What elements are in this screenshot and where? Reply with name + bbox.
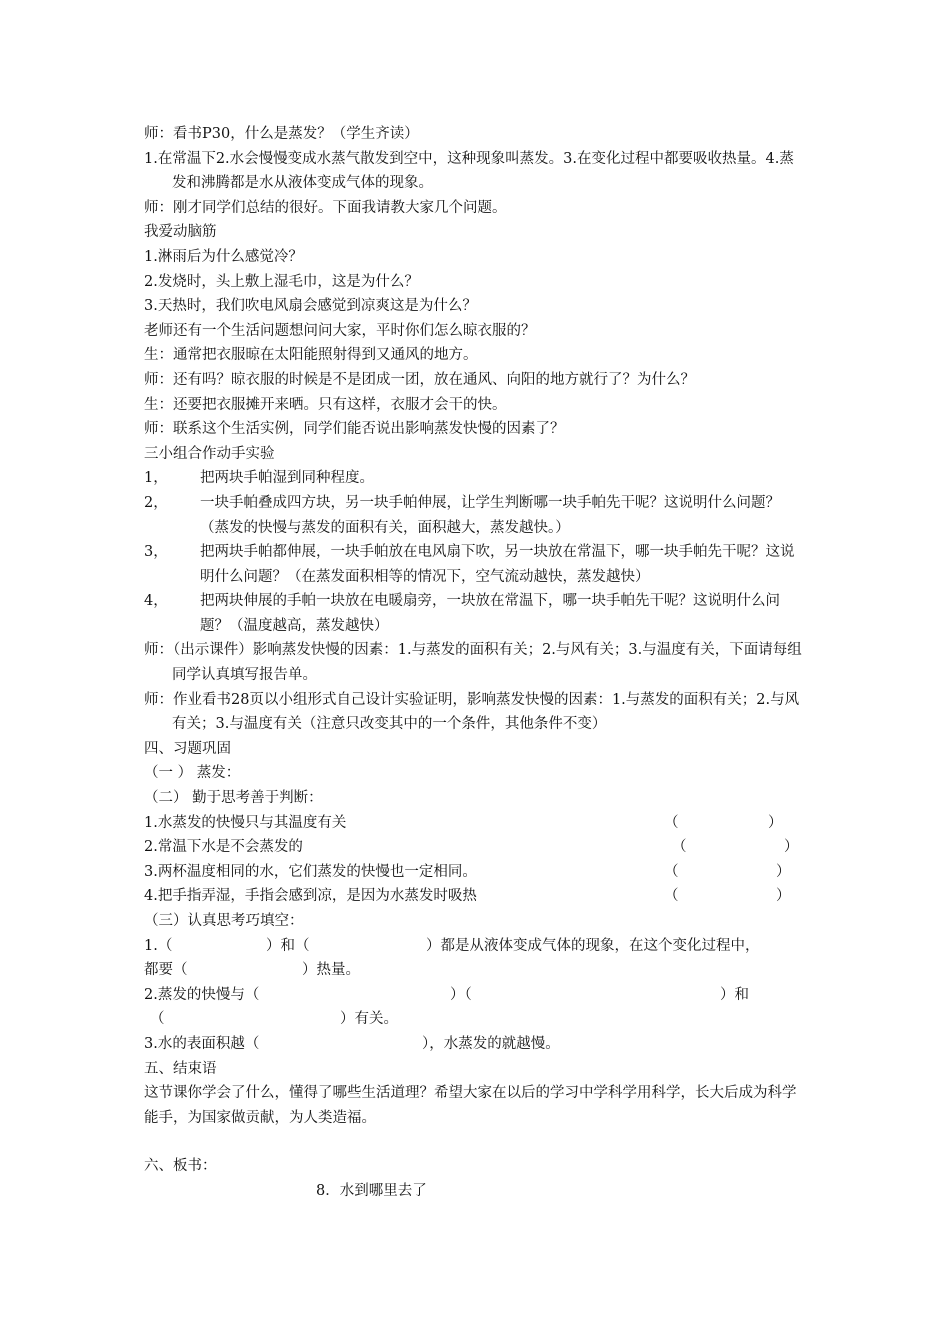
experiment-item bbox=[144, 491, 808, 540]
fill-text: 3.水的表面积越（ bbox=[144, 1035, 260, 1052]
section-heading: 我爱动脑筋 bbox=[144, 224, 217, 241]
answer-paren-open: （ bbox=[672, 839, 687, 856]
section-heading: 四、习题巩固 bbox=[144, 740, 231, 757]
experiment-text: 一块手帕叠成四方块，另一块手帕伸展，让学生判断哪一块手帕先干呢？这说明什么问题？（蒸发的快慢与蒸发的面积有关，面积越大，蒸发越快。） bbox=[200, 494, 780, 536]
fill-text: ），水蒸发的就越慢。 bbox=[422, 1035, 560, 1052]
question-line: 3.天热时，我们吹电风扇会感觉到凉爽这是为什么？ bbox=[144, 298, 477, 315]
fill-item bbox=[144, 934, 808, 959]
board-title: 8．水到哪里去了 bbox=[316, 1182, 427, 1199]
fill-text: 1.（ bbox=[144, 937, 173, 954]
experiment-number: 3， bbox=[144, 544, 168, 561]
fill-text: 2.蒸发的快慢与（ bbox=[144, 986, 260, 1003]
question-line: 1.淋雨后为什么感觉冷？ bbox=[144, 248, 303, 265]
text-paragraph: 1.在常温下2.水会慢慢变成水蒸气散发到空中，这种现象叫蒸发。3.在变化过程中都要吸收热量。4.蒸发和沸腾都是水从液体变成气体的现象。 bbox=[144, 150, 794, 192]
experiment-text: 把两块手帕湿到同种程度。 bbox=[200, 470, 374, 487]
judge-question: 3.两杯温度相同的水，它们蒸发的快慢也一定相同。 bbox=[144, 863, 477, 880]
answer-paren-close: ） bbox=[784, 839, 799, 856]
experiment-text: 把两块伸展的手帕一块放在电暖扇旁，一块放在常温下，哪一块手帕先干呢？这说明什么问题？（温度越高，蒸发越快） bbox=[200, 593, 780, 634]
answer-paren-open: （ bbox=[664, 863, 679, 880]
fill-text: 都要（ bbox=[144, 962, 188, 979]
fill-text: ）有关。 bbox=[340, 1011, 398, 1028]
judge-item bbox=[144, 860, 808, 885]
text-line: 老师还有一个生活问题想问问大家，平时你们怎么晾衣服的？ bbox=[144, 322, 536, 339]
exercise-part: （一 ） 蒸发： bbox=[144, 765, 241, 782]
fill-text: ）和（ bbox=[266, 937, 310, 954]
answer-paren-close: ） bbox=[776, 888, 791, 905]
text-line: 生：还要把衣服摊开来晒。只有这样，衣服才会干的快。 bbox=[144, 396, 507, 413]
answer-paren-open: （ bbox=[664, 888, 679, 905]
fill-item bbox=[144, 983, 808, 1008]
judge-question: 2.常温下水是不会蒸发的 bbox=[144, 839, 303, 856]
judge-item bbox=[144, 835, 808, 860]
experiment-number: 1， bbox=[144, 470, 168, 487]
section-heading: 五、结束语 bbox=[144, 1060, 217, 1077]
text-line: 师：联系这个生活实例，同学们能否说出影响蒸发快慢的因素了？ bbox=[144, 421, 565, 438]
experiment-number: 4， bbox=[144, 593, 168, 610]
judge-question: 1.水蒸发的快慢只与其温度有关 bbox=[144, 814, 347, 831]
ending-paragraph: 这节课你学会了什么，懂得了哪些生活道理？希望大家在以后的学习中学科学用科学，长大后成为科学能手，为国家做贡献，为人类造福。 bbox=[144, 1085, 797, 1126]
judge-item bbox=[144, 811, 808, 836]
experiment-item bbox=[144, 589, 808, 638]
summary-paragraph: 师：（出示课件）影响蒸发快慢的因素：1.与蒸发的面积有关；2.与风有关；3.与温度有关，下面请每组同学认真填写报告单。 bbox=[144, 642, 802, 684]
answer-paren-close: ） bbox=[768, 814, 783, 831]
answer-paren-open: （ bbox=[664, 814, 679, 831]
fill-item bbox=[144, 958, 808, 983]
experiment-item bbox=[144, 466, 808, 491]
experiment-item bbox=[144, 540, 808, 589]
text-line: 师：刚才同学们总结的很好。下面我请教大家几个问题。 bbox=[144, 199, 507, 216]
homework-paragraph: 师：作业看书28页以小组形式自己设计实验证明，影响蒸发快慢的因素：1.与蒸发的面积有关；2.与风有关；3.与温度有关（注意只改变其中的一个条件，其他条件不变） bbox=[144, 691, 800, 733]
answer-paren-close: ） bbox=[776, 863, 791, 880]
text-line: 师：还有吗？晾衣服的时候是不是团成一团，放在通风、向阳的地方就行了？为什么？ bbox=[144, 371, 695, 388]
fill-text: ）都是从液体变成气体的现象，在这个变化过程中， bbox=[426, 937, 760, 954]
fill-item bbox=[144, 1032, 808, 1057]
judge-item bbox=[144, 884, 808, 909]
judge-question: 4.把手指弄湿，手指会感到凉，是因为水蒸发时吸热 bbox=[144, 888, 477, 905]
fill-text: （ bbox=[150, 1011, 165, 1028]
fill-text: ）热量。 bbox=[302, 962, 360, 979]
document-body bbox=[144, 122, 808, 1204]
question-line: 2.发烧时，头上敷上湿毛巾，这是为什么？ bbox=[144, 273, 419, 290]
experiment-text: 把两块手帕都伸展，一块手帕放在电风扇下吹，另一块放在常温下，哪一块手帕先干呢？这说明什么问题？（在蒸发面积相等的情况下，空气流动越快，蒸发越快） bbox=[200, 544, 795, 585]
exercise-part: （三）认真思考巧填空： bbox=[144, 913, 304, 929]
fill-text: ）和 bbox=[720, 986, 749, 1003]
text-line: 生：通常把衣服晾在太阳能照射得到又通风的地方。 bbox=[144, 347, 478, 364]
fill-text: ）（ bbox=[450, 986, 472, 1003]
experiment-number: 2， bbox=[144, 494, 168, 511]
fill-item bbox=[144, 1007, 808, 1032]
text-line: 师：看书P30，什么是蒸发？（学生齐读） bbox=[144, 126, 419, 142]
section-heading: 三小组合作动手实验 bbox=[144, 445, 275, 462]
exercise-part: （二） 勤于思考善于判断： bbox=[144, 790, 323, 807]
section-heading: 六、板书： bbox=[144, 1158, 217, 1175]
